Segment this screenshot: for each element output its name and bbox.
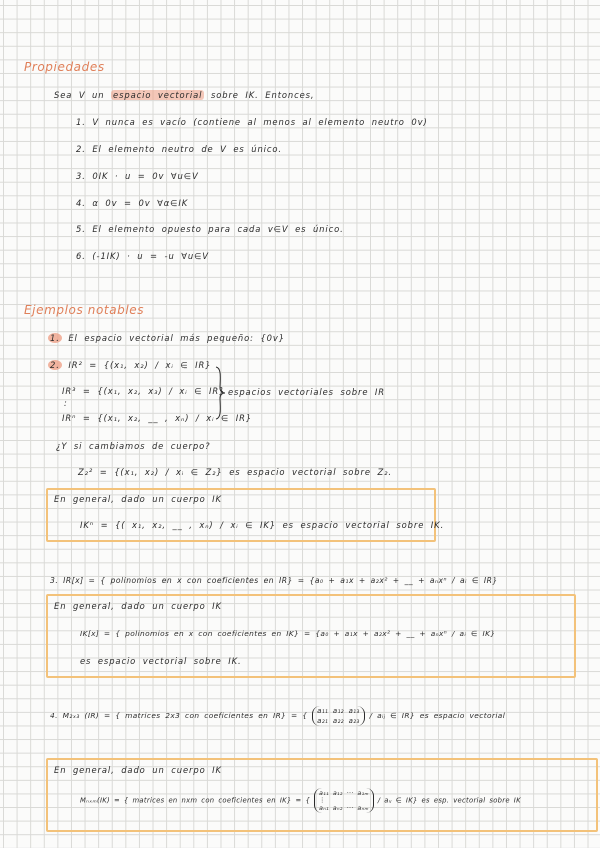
box3-line1: En general, dado un cuerpo IK	[54, 765, 222, 775]
curly-brace-icon	[214, 366, 226, 420]
example-4-pre: 4. M₂ₓ₃ (IR) = { matrices 2x3 con coeficientes en IR} = {	[50, 711, 308, 720]
property-item-3: 3. 0IK · u = 0v ∀u∈V	[76, 171, 199, 181]
intro-post: sobre IK. Entonces,	[210, 90, 315, 100]
example-2-r2: IR² = {(x₁, x₂) / xᵢ ∈ IR}	[68, 360, 212, 370]
box2-line1: En general, dado un cuerpo IK	[54, 601, 222, 611]
matrix-nxm: a₁₁ a₁₂ ··· a₁ₘ ⋮ aₙ₁ aₙ₂ ··· aₙₘ	[314, 788, 374, 813]
example-1-text: El espacio vectorial más pequeño: {0v}	[68, 333, 285, 343]
example-2-r3: IR³ = {(x₁, x₂, x₃) / xᵢ ∈ IR}	[62, 386, 226, 396]
example-1-number: 1.	[50, 333, 60, 343]
intro-highlight: espacio vectorial	[113, 90, 203, 100]
z2-line: Z₂² = {(x₁, x₂) / xᵢ ∈ Z₂} es espacio vectorial sobre Z₂.	[78, 467, 392, 477]
matrix-nxm-row1: a₁₁ a₁₂ ··· a₁ₘ	[319, 789, 369, 797]
example-4	[50, 706, 505, 726]
example-1	[48, 333, 285, 343]
box2-line2: IK[x] = { polinomios en x con coeficientes en IK} = {a₀ + a₁x + a₂x² + __ + aₙxⁿ / aᵢ ∈ IK}	[80, 629, 496, 638]
property-item-4: 4. α 0v = 0v ∀α∈IK	[76, 198, 189, 208]
matrix-nxm-row2: aₙ₁ aₙ₂ ··· aₙₘ	[319, 804, 369, 812]
box3-post: / aᵢⱼ ∈ IK} es esp. vectorial sobre IK	[377, 796, 521, 805]
properties-heading: Propiedades	[24, 60, 105, 74]
property-item-5: 5. El elemento opuesto para cada v∈V es único.	[76, 224, 344, 234]
example-3: 3. IR[x] = { polinomios en x con coeficientes en IR} = {a₀ + a₁x + a₂x² + __ + aₙxⁿ / aᵢ ∈ IR}	[50, 576, 498, 585]
property-item-6: 6. (-1IK) · u = -u ∀u∈V	[76, 251, 209, 261]
box3-line2	[80, 788, 521, 813]
box1-line1: En general, dado un cuerpo IK	[54, 494, 222, 504]
question-line: ¿Y si cambiamos de cuerpo?	[56, 441, 211, 451]
properties-intro	[54, 90, 315, 100]
example-2-dots: :	[64, 398, 68, 408]
matrix-2x3	[312, 706, 365, 726]
intro-pre: Sea V un	[54, 90, 105, 100]
brace-label: espacios vectoriales sobre IR	[228, 387, 386, 397]
example-2-number: 2.	[50, 360, 60, 370]
property-item-2: 2. El elemento neutro de V es único.	[76, 144, 282, 154]
box3-pre: Mₙₓₘ(IK) = { matrices en nxm con coeficientes en IK} = {	[80, 796, 311, 805]
examples-heading: Ejemplos notables	[24, 303, 145, 317]
matrix-2x3-row2: a₂₁ a₂₂ a₂₃	[317, 717, 360, 725]
matrix-2x3-row1: a₁₁ a₁₂ a₁₃	[317, 707, 360, 715]
example-4-post: / aᵢⱼ ∈ IR} es espacio vectorial	[369, 711, 506, 720]
property-item-1: 1. V nunca es vacío (contiene al menos al elemento neutro 0v)	[76, 117, 428, 127]
box2-line3: es espacio vectorial sobre IK.	[80, 656, 242, 666]
example-2-rn: IRⁿ = {(x₁, x₂, __ , xₙ) / xᵢ ∈ IR}	[62, 413, 253, 423]
box1-line2: IKⁿ = {( x₁, x₂, __ , xₙ) / xᵢ ∈ IK} es espacio vectorial sobre IK.	[80, 520, 445, 530]
example-2	[48, 360, 211, 370]
